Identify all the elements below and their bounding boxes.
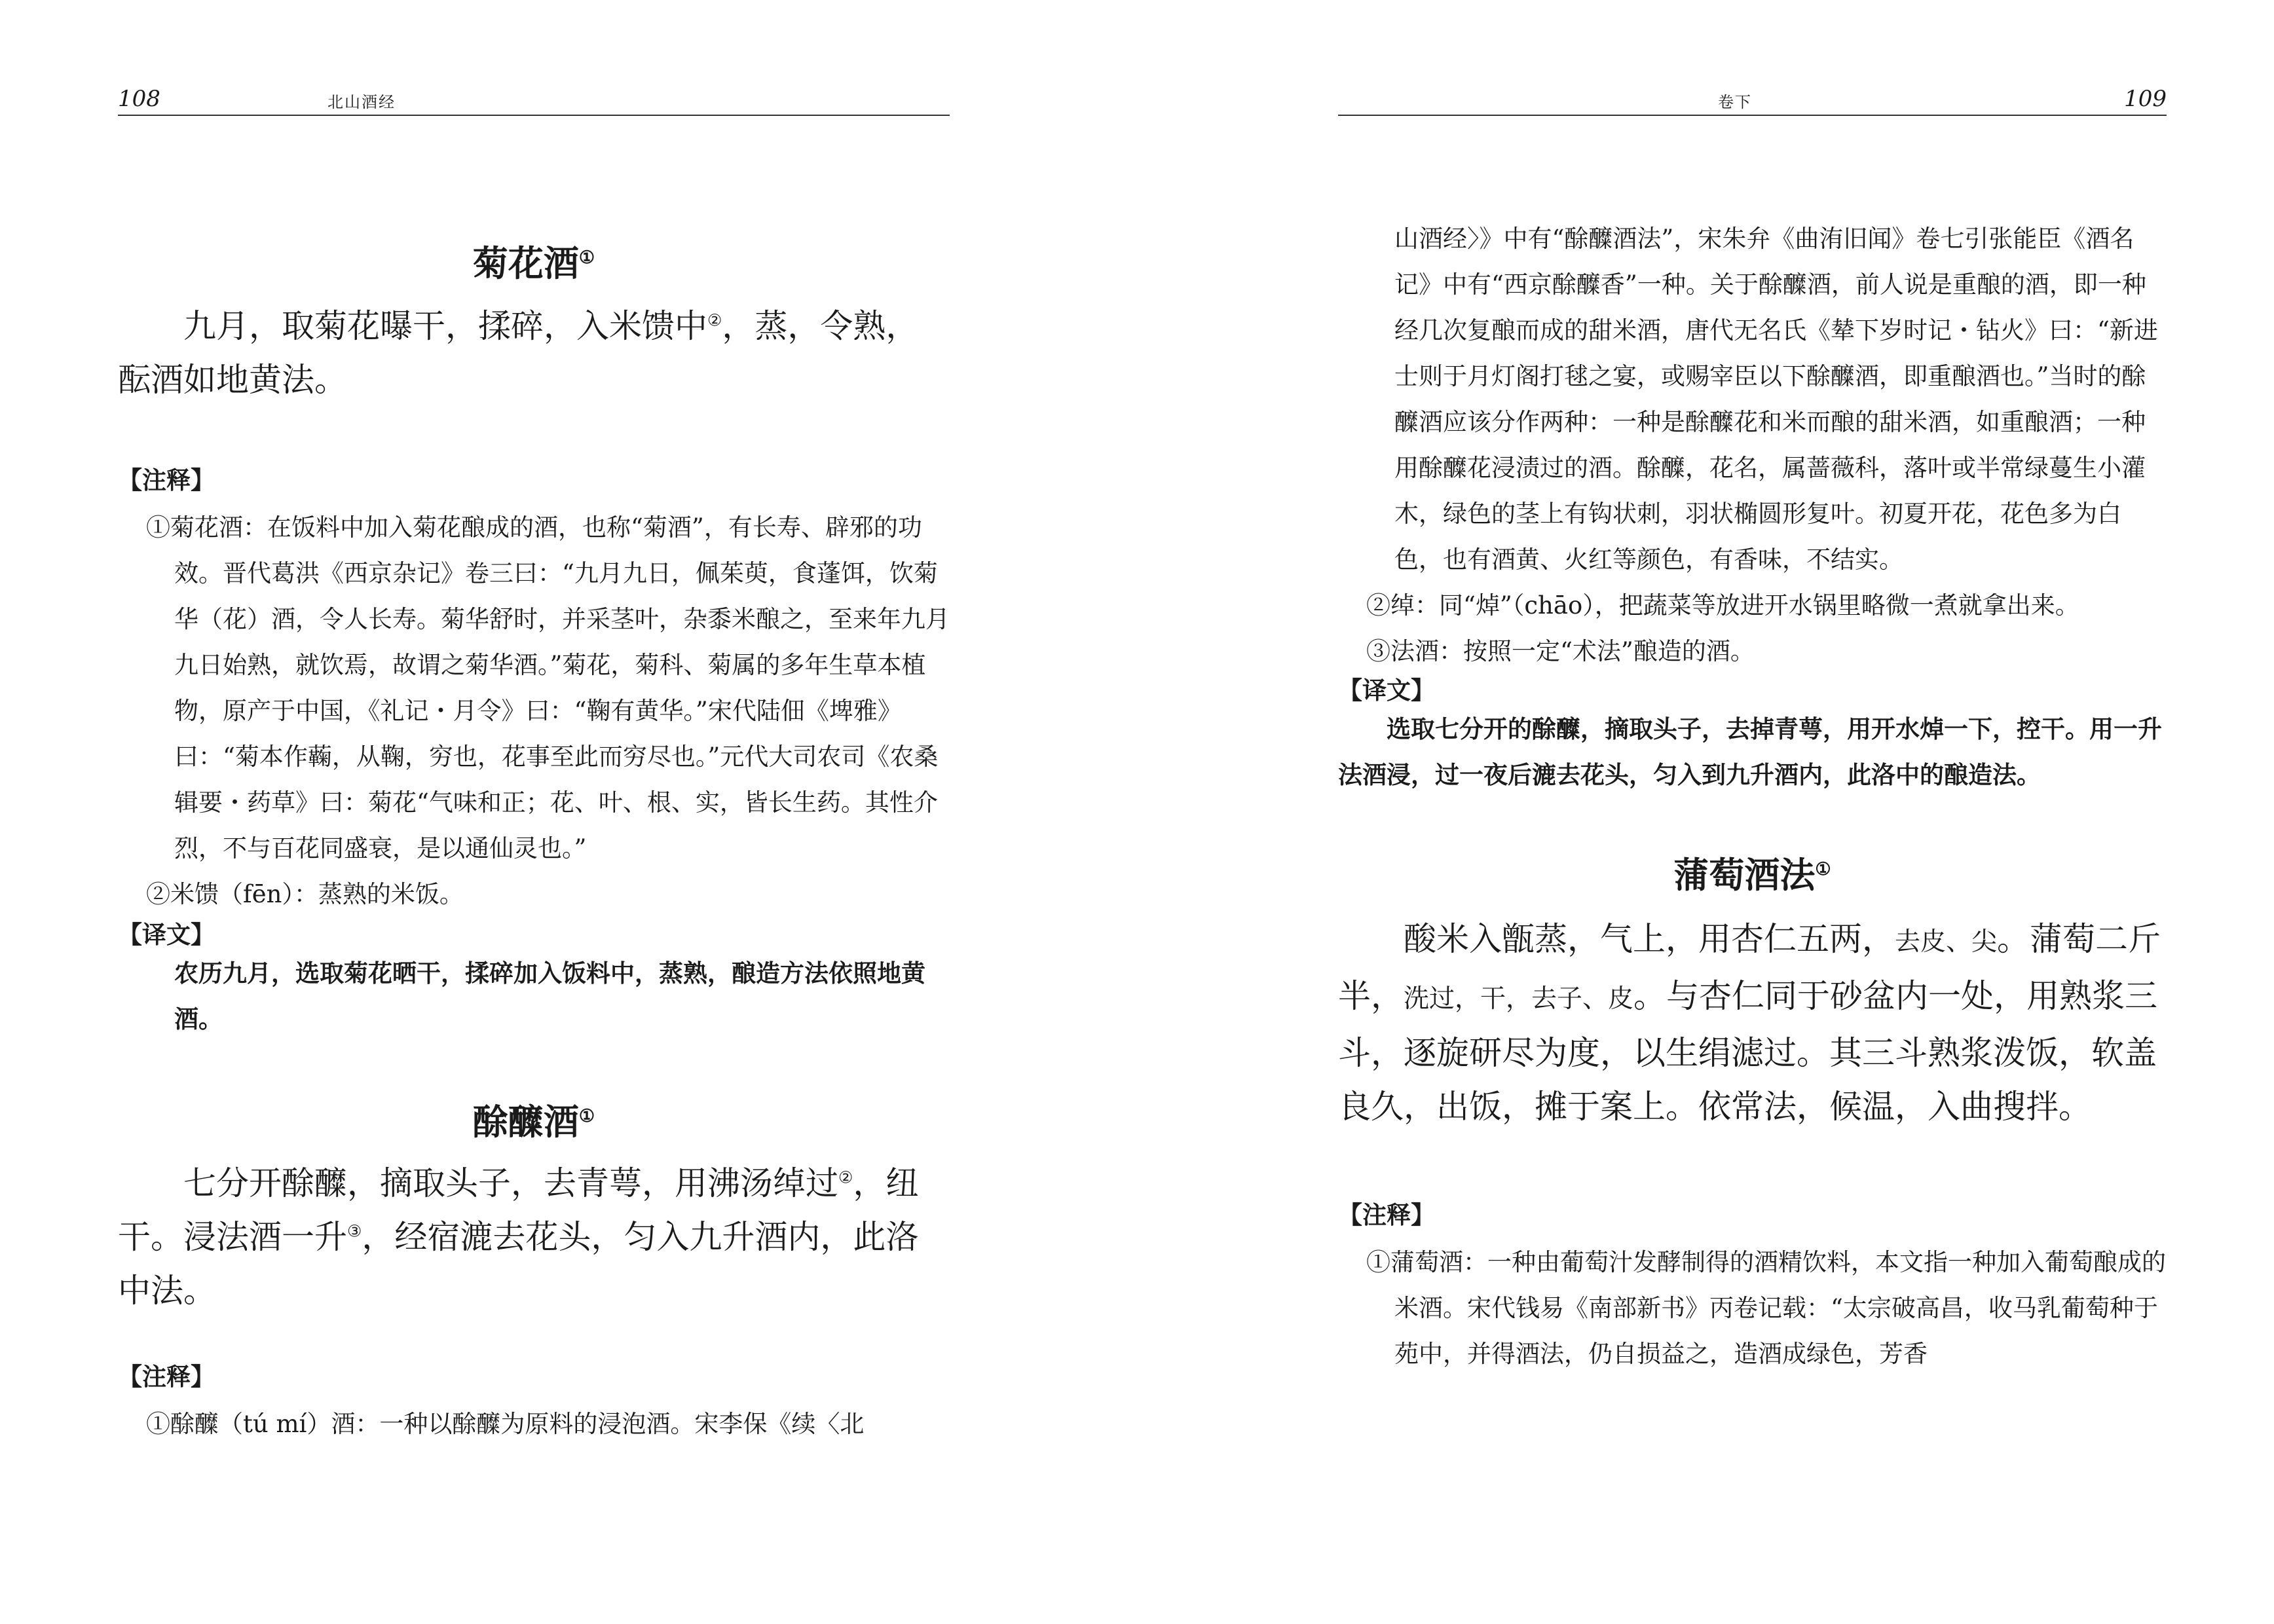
- section-title-juhuajiu: 菊花酒①: [472, 242, 595, 284]
- translation-tumijiu: 选取七分开的酴醾，摘取头子，去掉青萼，用开水焯一下，控干。用一升法酒浸，过一夜后漉去花头，匀入到九升酒内，此洛中的酿造法。: [1338, 714, 2162, 790]
- left-running-header: [118, 88, 950, 116]
- note-2-juhuajiu: ②米馈（fēn）：蒸熟的米饭。: [146, 879, 464, 908]
- section-title-putaojiufa: 蒲萄酒法①: [1673, 854, 1831, 896]
- notes-heading: 【注释】: [118, 465, 215, 494]
- right-page-number: 109: [2124, 86, 2167, 112]
- note-1-putaojiu-start: ①蒲萄酒：一种由葡萄汁发酵制得的酒精饮料，本文指一种加入葡萄酿成的米酒。宋代钱易《南部新书》丙卷记载：“太宗破高昌，收马乳葡萄种于苑中，并得酒法，仍自损益之，造酒成绿色，芳香: [1366, 1247, 2166, 1368]
- title-footnote-mark: ①: [1815, 859, 1831, 880]
- right-column: [1338, 216, 2167, 1377]
- note-1-juhuajiu: ①菊花酒：在饭料中加入菊花酿成的酒，也称“菊酒”，有长寿、辟邪的功效。晋代葛洪《西京杂记》卷三曰：“九月九日，佩茱萸，食蓬饵，饮菊华（花）酒，令人长寿。菊华舒时，并采茎叶，杂黍米酿之，至来年九月九日始熟，就饮焉，故谓之菊华酒。”菊花，菊科、菊属的多年生草本植物，原产于中国，《礼记・月令》曰：“鞠有黄华。”宋代陆佃《埤雅》曰：“菊本作蘜，从鞠，穷也，花事至此而穷尽也。”元代大司农司《农桑辑要・药草》曰：菊花“气味和正；花、叶、根、实，皆长生药。其性介烈，不与百花同盛衰，是以通仙灵也。”: [146, 513, 950, 862]
- footnote-mark: ②: [838, 1168, 853, 1187]
- interlinear-note: 洗过，干，去子、皮: [1404, 984, 1634, 1014]
- footnote-mark: ②: [707, 310, 722, 330]
- interlinear-note: 去皮、尖: [1895, 927, 1998, 957]
- main-text-tumijiu: 七分开酴醾，摘取头子，去青萼，用沸汤绰过②，纽干。浸法酒一升③，经宿漉去花头，匀入九升酒内，此洛中法。: [118, 1164, 919, 1310]
- note-3-tumijiu: ③法酒：按照一定“术法”酿造的酒。: [1366, 637, 1755, 665]
- note-1-tumijiu-start: ①酴醾（tú mí）酒：一种以酴醾为原料的浸泡酒。宋李保《续〈北: [146, 1409, 865, 1438]
- notes-heading: 【注释】: [118, 1361, 215, 1391]
- main-text-putaojiufa: 酸米入甑蒸，气上，用杏仁五两，去皮、尖。蒲萄二斤半，洗过，干，去子、皮。与杏仁同于砂盆内一处，用熟浆三斗，逐旋研尽为度，以生绢滤过。其三斗熟浆泼饭，软盖良久，出饭，摊于案上。依常法，候温，入曲搜拌。: [1338, 919, 2161, 1126]
- translation-juhuajiu: 农历九月，选取菊花晒干，揉碎加入饭料中，蒸熟，酿造方法依照地黄酒。: [174, 958, 925, 1033]
- right-running-header: [1338, 88, 2167, 116]
- left-page-number: 108: [118, 86, 160, 112]
- notes-heading: 【注释】: [1338, 1200, 1435, 1229]
- title-footnote-mark: ①: [578, 1105, 595, 1126]
- main-text-juhuajiu: 九月，取菊花曝干，揉碎，入米馈中②，蒸，令熟，酝酒如地黄法。: [118, 306, 919, 399]
- right-page: [1137, 0, 2274, 1624]
- section-title-tumijiu: 酴醾酒①: [472, 1100, 595, 1143]
- title-footnote-mark: ①: [578, 248, 595, 268]
- left-running-title: 北山酒经: [327, 93, 396, 111]
- note-1-tumijiu-end: 山酒经〉》中有“酴醾酒法”，宋朱弁《曲洧旧闻》卷七引张能臣《酒名记》中有“西京酴醾香”一种。关于酴醾酒，前人说是重酿的酒，即一种经几次复酿而成的甜米酒，唐代无名氏《辇下岁时记・钻火》曰：“新进士则于月灯阁打毬之宴，或赐宰臣以下酴醾酒，即重酿酒也。”当时的酴醾酒应该分作两种：一种是酴醾花和米而酿的甜米酒，如重酿酒；一种用酴醾花浸渍过的酒。酴醾，花名，属蔷薇科，落叶或半常绿蔓生小灌木，绿色的茎上有钩状刺，羽状椭圆形复叶。初夏开花，花色多为白色，也有酒黄、火红等颜色，有香味，不结实。: [1394, 225, 2158, 574]
- note-2-tumijiu: ②绰：同“焯”（chāo），把蔬菜等放进开水锅里略微一煮就拿出来。: [1366, 591, 2079, 619]
- translation-heading: 【译文】: [1338, 676, 1435, 705]
- footnote-mark: ③: [347, 1221, 362, 1241]
- translation-heading: 【译文】: [118, 919, 215, 949]
- left-column: [118, 242, 950, 1447]
- right-running-title: 卷下: [1718, 93, 1752, 111]
